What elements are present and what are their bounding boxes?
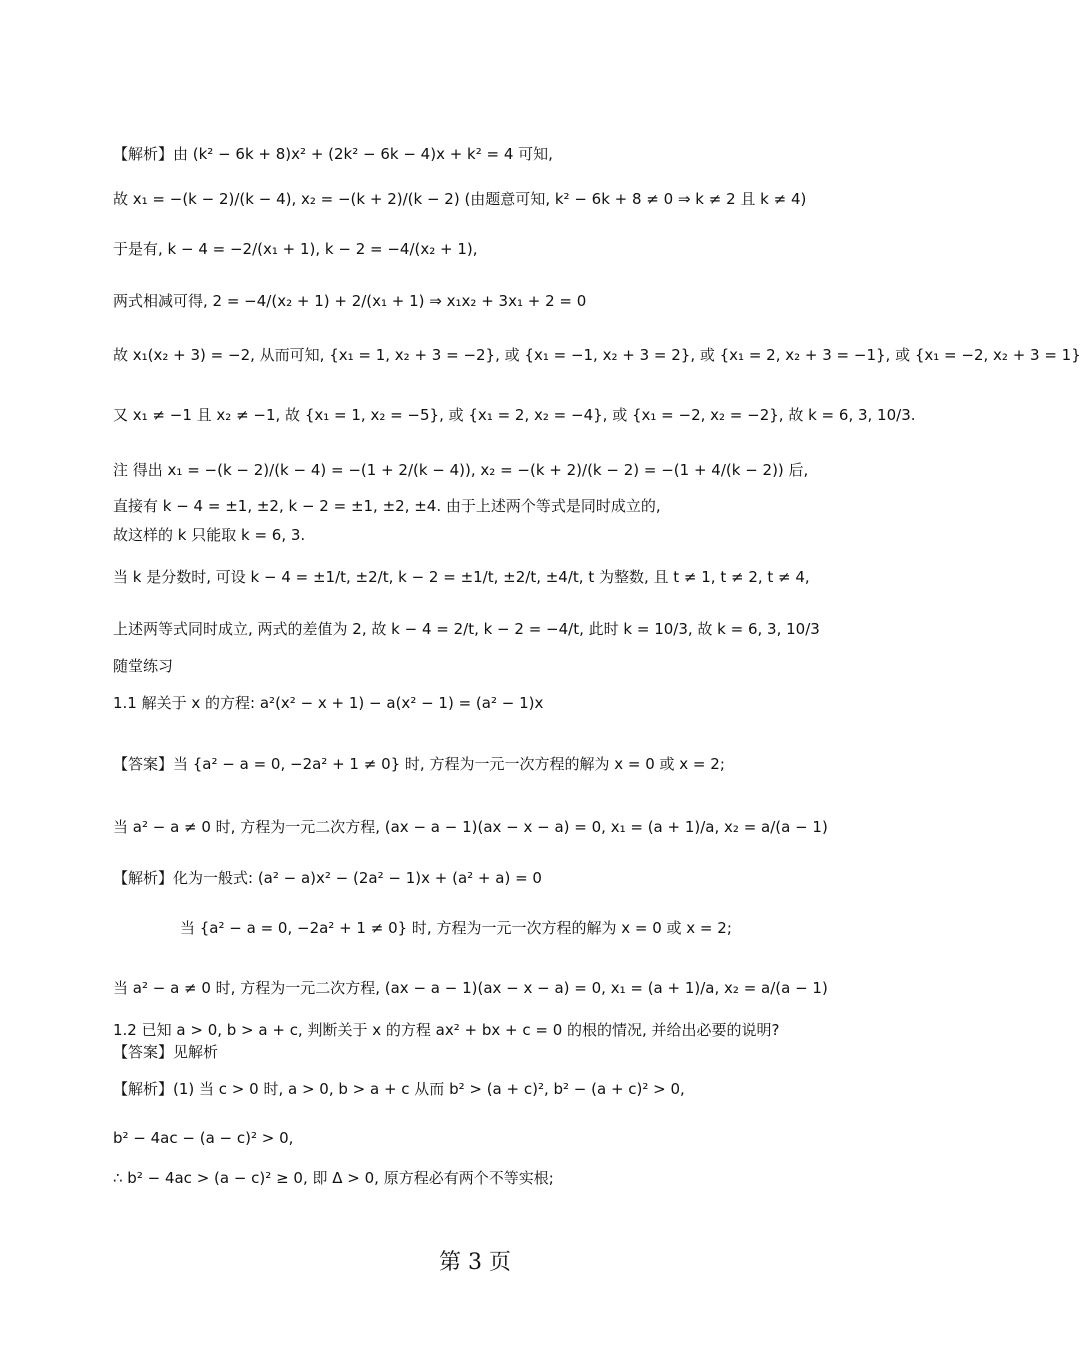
- text-line: 当 a² − a ≠ 0 时, 方程为一元二次方程, (ax − a − 1)(ax − x − a) = 0, x₁ = (a + 1)/a, x₂ = a/(a − 1): [113, 979, 828, 997]
- section-heading: 随堂练习: [113, 657, 174, 675]
- solution-line: 【解析】(1) 当 c > 0 时, a > 0, b > a + c 从而 b² > (a + c)², b² − (a + c)² > 0,: [113, 1080, 685, 1098]
- problem-title: 1.1 解关于 x 的方程: a²(x² − x + 1) − a(x² − 1) = (a² − 1)x: [113, 694, 544, 712]
- text-line: 当 a² − a ≠ 0 时, 方程为一元二次方程, (ax − a − 1)(ax − x − a) = 0, x₁ = (a + 1)/a, x₂ = a/(a − 1): [113, 818, 828, 836]
- text-line: 又 x₁ ≠ −1 且 x₂ ≠ −1, 故 {x₁ = 1, x₂ = −5}, 或 {x₁ = 2, x₂ = −4}, 或 {x₁ = −2, x₂ = −2}, 故 k = 6, 3, 10/3.: [113, 406, 916, 424]
- text-line: 当 k 是分数时, 可设 k − 4 = ±1/t, ±2/t, k − 2 = ±1/t, ±2/t, ±4/t, t 为整数, 且 t ≠ 1, t ≠ 2, t ≠ 4,: [113, 568, 810, 586]
- answer-line: 【答案】当 {a² − a = 0, −2a² + 1 ≠ 0} 时, 方程为一元一次方程的解为 x = 0 或 x = 2;: [113, 755, 725, 773]
- text-line: 故 x₁ = −(k − 2)/(k − 4), x₂ = −(k + 2)/(k − 2) (由题意可知, k² − 6k + 8 ≠ 0 ⇒ k ≠ 2 且 k ≠ 4): [113, 190, 807, 208]
- text-line: 注 得出 x₁ = −(k − 2)/(k − 4) = −(1 + 2/(k − 4)), x₂ = −(k + 2)/(k − 2) = −(1 + 4/(k − 2)) 后,: [113, 461, 809, 479]
- text-line: b² − 4ac − (a − c)² > 0,: [113, 1129, 294, 1147]
- solution-line: 【解析】化为一般式: (a² − a)x² − (2a² − 1)x + (a² + a) = 0: [113, 869, 542, 887]
- text-line: 故这样的 k 只能取 k = 6, 3.: [113, 526, 306, 544]
- problem-title: 1.2 已知 a > 0, b > a + c, 判断关于 x 的方程 ax² + bx + c = 0 的根的情况, 并给出必要的说明?: [113, 1021, 780, 1039]
- page-number: 第 3 页: [439, 1250, 511, 1275]
- text-line: ∴ b² − 4ac > (a − c)² ≥ 0, 即 Δ > 0, 原方程必有两个不等实根;: [113, 1169, 554, 1187]
- text-line: 直接有 k − 4 = ±1, ±2, k − 2 = ±1, ±2, ±4. 由于上述两个等式是同时成立的,: [113, 497, 661, 515]
- answer-line: 【答案】见解析: [113, 1043, 219, 1061]
- text-line: 当 {a² − a = 0, −2a² + 1 ≠ 0} 时, 方程为一元一次方程的解为 x = 0 或 x = 2;: [180, 919, 732, 937]
- text-line: 【解析】由 (k² − 6k + 8)x² + (2k² − 6k − 4)x + k² = 4 可知,: [113, 145, 553, 163]
- text-line: 两式相减可得, 2 = −4/(x₂ + 1) + 2/(x₁ + 1) ⇒ x₁x₂ + 3x₁ + 2 = 0: [113, 292, 587, 310]
- text-line: 故 x₁(x₂ + 3) = −2, 从而可知, {x₁ = 1, x₂ + 3 = −2}, 或 {x₁ = −1, x₂ + 3 = 2}, 或 {x₁ = 2, x₂ + 3 = −1}, 或 {x₁ = −2, x₂ + 3 = 1}: [113, 346, 1081, 364]
- text-line: 于是有, k − 4 = −2/(x₁ + 1), k − 2 = −4/(x₂ + 1),: [113, 240, 478, 258]
- text-line: 上述两等式同时成立, 两式的差值为 2, 故 k − 4 = 2/t, k − 2 = −4/t, 此时 k = 10/3, 故 k = 6, 3, 10/3: [113, 620, 820, 638]
